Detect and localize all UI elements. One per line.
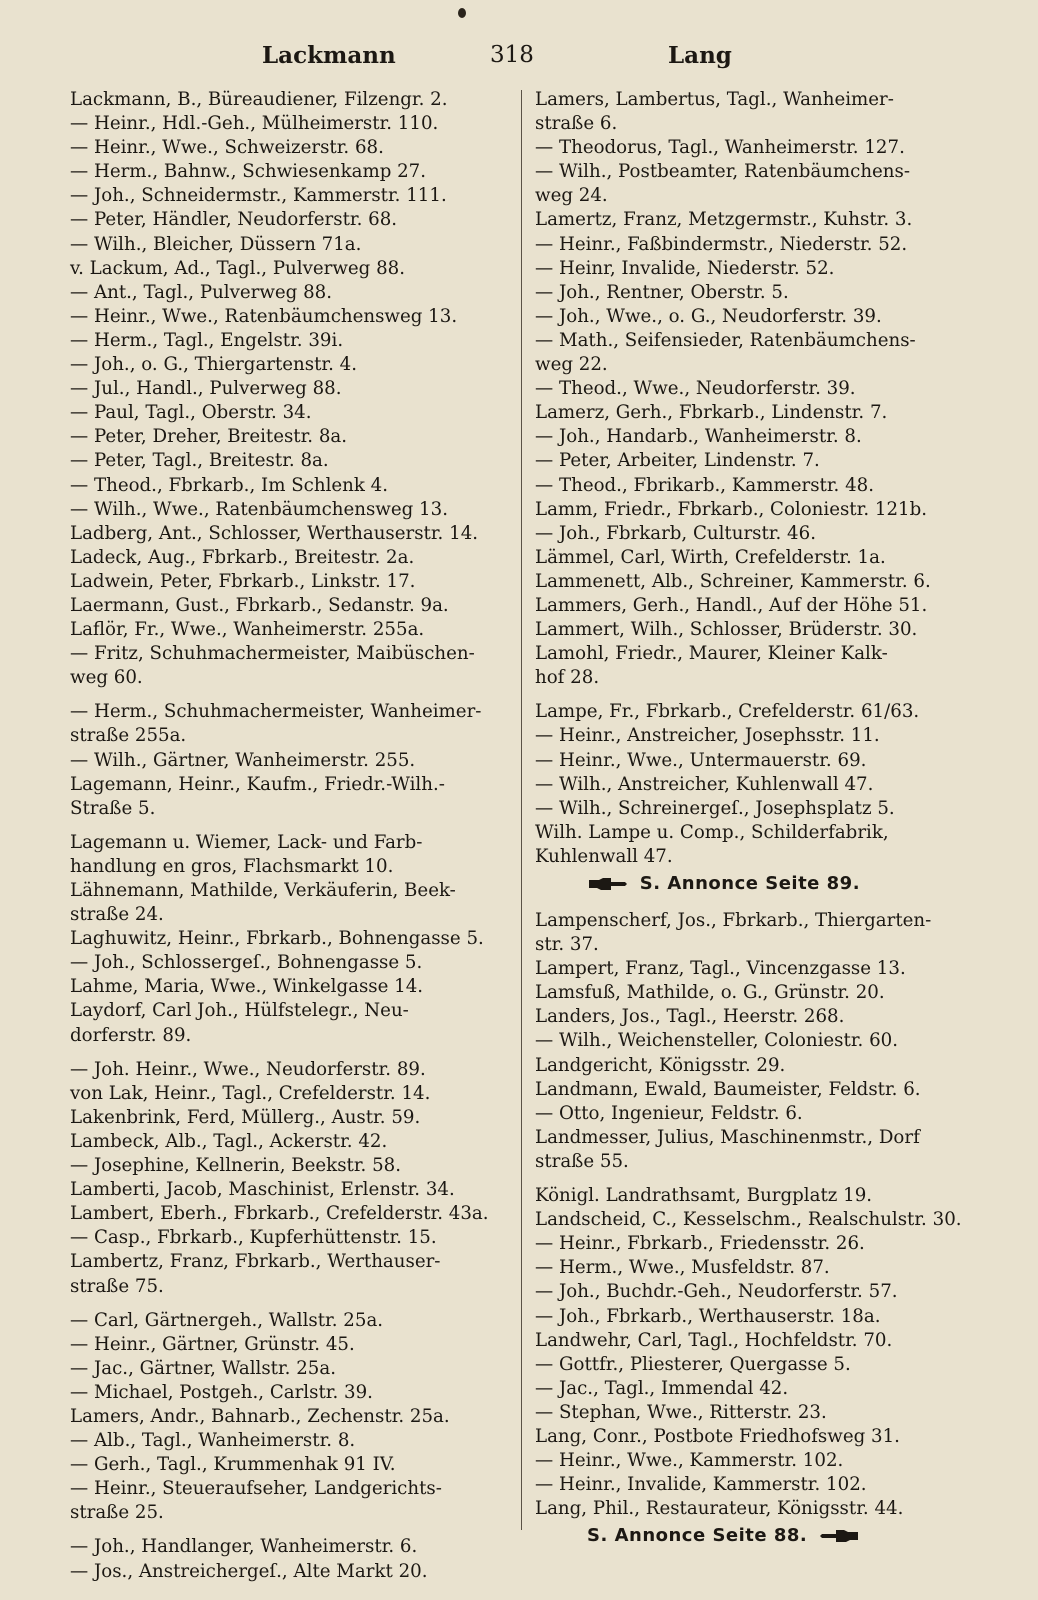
directory-entry-line: Lampenscherf, Jos., Fbrkarb., Thiergarten- [535, 910, 932, 931]
directory-entry-line: Lakenbrink, Ferd, Müllerg., Austr. 59. [70, 1106, 421, 1128]
directory-entry-line: Landmann, Ewald, Baumeister, Feldstr. 6. [535, 1078, 921, 1100]
annonce-2: S. Annonce Seite 88. [587, 1525, 808, 1547]
directory-entry-line: — Heinr., Gärtner, Grünstr. 45. [70, 1333, 355, 1355]
directory-entry-line: handlung en gros, Flachsmarkt 10. [70, 855, 394, 877]
directory-entry-line: — Otto, Ingenieur, Feldstr. 6. [535, 1102, 803, 1124]
directory-entry-line: — Wilh., Weichensteller, Coloniestr. 60. [535, 1030, 899, 1052]
directory-entry-line: Landers, Jos., Tagl., Heerstr. 268. [535, 1006, 845, 1028]
directory-entry-line: Lamerz, Gerh., Fbrkarb., Lindenstr. 7. [535, 402, 888, 424]
directory-entry-line: Lamohl, Friedr., Maurer, Kleiner Kalk- [535, 643, 888, 665]
directory-entry-line: dorferstr. 89. [70, 1024, 192, 1046]
directory-entry-line: Lang, Conr., Postbote Friedhofsweg 31. [535, 1425, 900, 1447]
directory-entry-line: — Joh., Handlanger, Wanheimerstr. 6. [70, 1536, 418, 1558]
directory-entry-line: — Heinr., Fbrkarb., Friedensstr. 26. [535, 1233, 865, 1255]
directory-entry-line: — Wilh., Schreinergeſ., Josephsplatz 5. [535, 797, 895, 819]
directory-entry-line: — Heinr., Faßbindermstr., Niederstr. 52. [535, 233, 908, 255]
directory-entry-line: Wilh. Lampe u. Comp., Schilderfabrik, [535, 821, 889, 843]
directory-entry-line: Lambert, Eberh., Fbrkarb., Crefelderstr. 43a. [70, 1203, 489, 1225]
directory-entry-line: Lang, Phil., Restaurateur, Königsstr. 44. [535, 1498, 904, 1520]
directory-entry-line: — Joh., Schlossergeſ., Bohnengasse 5. [70, 952, 423, 974]
directory-entry-line: Lahme, Maria, Wwe., Winkelgasse 14. [70, 976, 424, 998]
directory-entry-line: — Joh., Fbrkarb., Werthauserstr. 18a. [535, 1305, 881, 1327]
directory-entry-line: — Peter, Dreher, Breitestr. 8a. [70, 426, 348, 448]
pointing-hand-right-icon [589, 877, 627, 891]
directory-entry-line: — Herm., Bahnw., Schwiesenkamp 27. [70, 161, 427, 183]
directory-entry-line: Lamers, Andr., Bahnarb., Zechenstr. 25a. [70, 1405, 450, 1427]
spacer [70, 1299, 510, 1309]
directory-entry-line: hof 28. [535, 667, 600, 689]
directory-entry-line: — Heinr., Wwe., Schweizerstr. 68. [70, 137, 384, 159]
directory-entry-line: Lähnemann, Mathilde, Verkäuferin, Beek- [70, 880, 456, 901]
directory-entry-line: Lambertz, Franz, Fbrkarb., Werthauser- [70, 1251, 441, 1273]
directory-entry-line: Lamm, Friedr., Fbrkarb., Coloniestr. 121b. [535, 498, 928, 520]
directory-entry-line: — Heinr., Hdl.-Geh., Mülheimerstr. 110. [70, 113, 439, 135]
directory-entry-line: straße 6. [535, 113, 618, 135]
directory-entry-line: — Theod., Fbrkarb., Im Schlenk 4. [70, 474, 389, 496]
directory-entry-line: — Stephan, Wwe., Ritterstr. 23. [535, 1401, 827, 1423]
directory-entry-line: — Wilh., Wwe., Ratenbäumchensweg 13. [70, 498, 448, 520]
spacer [70, 690, 510, 700]
directory-entry-line: — Jul., Handl., Pulverweg 88. [70, 378, 342, 400]
header-left-word: Lackmann [262, 42, 396, 69]
directory-entry-line: — Wilh., Postbeamter, Ratenbäumchens- [535, 161, 910, 183]
directory-entry-line: — Peter, Arbeiter, Lindenstr. 7. [535, 450, 820, 472]
directory-entry-line: — Peter, Tagl., Breitestr. 8a. [70, 450, 329, 472]
directory-entry-line: — Math., Seifensieder, Ratenbäumchens- [535, 329, 916, 351]
directory-entry-line: — Heinr, Invalide, Niederstr. 52. [535, 257, 835, 279]
directory-entry-line: — Jac., Gärtner, Wallstr. 25a. [70, 1357, 336, 1379]
directory-entry-line: — Theod., Fbrikarb., Kammerstr. 48. [535, 474, 875, 496]
ink-speck [458, 8, 466, 18]
header-right-word: Lang [668, 42, 732, 69]
directory-entry-line: Ladeck, Aug., Fbrkarb., Breitestr. 2a. [70, 546, 415, 568]
directory-entry-line: Lampert, Franz, Tagl., Vincenzgasse 13. [535, 958, 906, 980]
annonce-1: S. Annonce Seite 89. [639, 873, 861, 894]
directory-entry-line: — Paul, Tagl., Oberstr. 34. [70, 402, 312, 424]
directory-entry-line: — Peter, Händler, Neudorferstr. 68. [70, 209, 398, 231]
directory-entry-line: — Heinr., Wwe., Untermauerstr. 69. [535, 749, 867, 771]
spacer [70, 821, 510, 831]
directory-entry-line: Ladberg, Ant., Schlosser, Werthauserstr. 14. [70, 522, 479, 544]
directory-entry-line: — Gerh., Tagl., Krummenhak 91 IV. [70, 1454, 396, 1476]
directory-entry-line: — Casp., Fbrkarb., Kupferhüttenstr. 15. [70, 1227, 437, 1249]
directory-entry-line: Lagemann, Heinr., Kaufm., Friedr.-Wilh.- [70, 773, 445, 795]
directory-entry-line: Lamers, Lambertus, Tagl., Wanheimer- [535, 89, 894, 110]
pointing-hand-left-icon [820, 1529, 858, 1543]
directory-entry-line: von Lak, Heinr., Tagl., Crefelderstr. 14. [70, 1082, 431, 1104]
directory-entry-line: — Joh., Wwe., o. G., Neudorferstr. 39. [535, 305, 882, 327]
directory-entry-line: Laghuwitz, Heinr., Fbrkarb., Bohnengasse 5. [70, 928, 484, 950]
directory-entry-line: Lamberti, Jacob, Maschinist, Erlenstr. 34. [70, 1179, 455, 1201]
directory-entry-line: — Joh., o. G., Thiergartenstr. 4. [70, 354, 358, 376]
spacer [535, 899, 975, 909]
directory-entry-line: Lackmann, B., Büreaudiener, Filzengr. 2. [70, 89, 448, 110]
annonce-box-2 [535, 1521, 975, 1551]
directory-entry-line: weg 24. [535, 185, 608, 207]
directory-entry-line: — Heinr., Invalide, Kammerstr. 102. [535, 1474, 867, 1496]
directory-entry-line: straße 25. [70, 1502, 164, 1524]
directory-entry-line: Lämmel, Carl, Wirth, Crefelderstr. 1a. [535, 546, 886, 568]
directory-entry-line: Lamertz, Franz, Metzgermstr., Kuhstr. 3. [535, 209, 913, 231]
directory-entry-line: Königl. Landrathsamt, Burgplatz 19. [535, 1185, 873, 1207]
directory-entry-line: — Joh., Fbrkarb, Culturstr. 46. [535, 522, 816, 544]
directory-entry-line: straße 75. [70, 1275, 164, 1297]
directory-entry-line: Laydorf, Carl Joh., Hülfstelegr., Neu- [70, 1000, 409, 1022]
directory-entry-line: weg 22. [535, 354, 608, 376]
directory-entry-line: — Ant., Tagl., Pulverweg 88. [70, 281, 333, 303]
directory-entry-line: Kuhlenwall 47. [535, 845, 673, 867]
directory-entry-line: Lamsfuß, Mathilde, o. G., Grünstr. 20. [535, 982, 885, 1004]
directory-entry-line: Laermann, Gust., Fbrkarb., Sedanstr. 9a. [70, 594, 449, 616]
annonce-box-1 [535, 869, 975, 899]
directory-entry-line: — Theod., Wwe., Neudorferstr. 39. [535, 378, 856, 400]
directory-entry-line: — Michael, Postgeh., Carlstr. 39. [70, 1381, 373, 1403]
directory-entry-line: Lammers, Gerh., Handl., Auf der Höhe 51. [535, 594, 928, 616]
directory-entry-line: — Jos., Anstreichergeſ., Alte Markt 20. [70, 1560, 428, 1582]
right-column-bottom [535, 909, 975, 1521]
directory-entry-line: — Gottfr., Pliesterer, Quergasse 5. [535, 1353, 851, 1375]
directory-entry-line: — Heinr., Wwe., Ratenbäumchensweg 13. [70, 305, 458, 327]
directory-entry-line: — Alb., Tagl., Wanheimerstr. 8. [70, 1430, 356, 1452]
directory-entry-line: — Heinr., Anstreicher, Josephsstr. 11. [535, 725, 880, 747]
directory-entry-line: Ladwein, Peter, Fbrkarb., Linkstr. 17. [70, 570, 416, 592]
directory-entry-line: Laflör, Fr., Wwe., Wanheimerstr. 255a. [70, 619, 425, 641]
directory-entry-line: — Herm., Tagl., Engelstr. 39i. [70, 329, 344, 351]
spacer [535, 1174, 975, 1184]
directory-entry-line: str. 37. [535, 934, 599, 956]
column-divider [521, 90, 522, 1530]
directory-entry-line: — Joh., Handarb., Wanheimerstr. 8. [535, 426, 862, 448]
right-column [535, 88, 975, 1551]
directory-entry-line: Lambeck, Alb., Tagl., Ackerstr. 42. [70, 1130, 388, 1152]
page-number: 318 [490, 42, 534, 68]
page-header [0, 42, 1038, 82]
right-column-top [535, 88, 975, 869]
directory-entry-line: Lampe, Fr., Fbrkarb., Crefelderstr. 61/63. [535, 701, 920, 723]
directory-entry-line: — Josephine, Kellnerin, Beekstr. 58. [70, 1155, 402, 1177]
directory-entry-line: — Herm., Schuhmachermeister, Wanheimer- [70, 701, 482, 723]
directory-entry-line: — Carl, Gärtnergeh., Wallstr. 25a. [70, 1309, 384, 1331]
directory-entry-line: Lammenett, Alb., Schreiner, Kammerstr. 6. [535, 570, 931, 592]
directory-entry-line: — Herm., Wwe., Musfeldstr. 87. [535, 1257, 830, 1279]
directory-entry-line: — Wilh., Gärtner, Wanheimerstr. 255. [70, 749, 416, 771]
directory-entry-line: Straße 5. [70, 797, 156, 819]
spacer [70, 1048, 510, 1058]
spacer [535, 690, 975, 700]
directory-entry-line: Landwehr, Carl, Tagl., Hochfeldstr. 70. [535, 1329, 893, 1351]
directory-entry-line: — Wilh., Anstreicher, Kuhlenwall 47. [535, 773, 874, 795]
directory-entry-line: — Theodorus, Tagl., Wanheimerstr. 127. [535, 137, 905, 159]
directory-entry-line: weg 60. [70, 667, 143, 689]
directory-entry-line: straße 55. [535, 1150, 629, 1172]
directory-entry-line: — Fritz, Schuhmachermeister, Maibüschen- [70, 643, 475, 665]
directory-entry-line: straße 255a. [70, 725, 187, 747]
directory-entry-line: Landscheid, C., Kesselschm., Realschulstr. 30. [535, 1209, 962, 1231]
directory-entry-line: Lammert, Wilh., Schlosser, Brüderstr. 30. [535, 619, 918, 641]
directory-entry-line: — Joh., Schneidermstr., Kammerstr. 111. [70, 185, 447, 207]
directory-entry-line: Lagemann u. Wiemer, Lack- und Farb- [70, 831, 423, 853]
directory-entry-line: — Heinr., Steueraufseher, Landgerichts- [70, 1478, 442, 1500]
directory-entry-line: — Joh. Heinr., Wwe., Neudorferstr. 89. [70, 1058, 426, 1080]
directory-entry-line: — Jac., Tagl., Immendal 42. [535, 1377, 789, 1399]
directory-entry-line: — Wilh., Bleicher, Düssern 71a. [70, 233, 362, 255]
directory-entry-line: Landgericht, Königsstr. 29. [535, 1054, 786, 1076]
directory-entry-line: straße 24. [70, 904, 164, 926]
directory-entry-line: v. Lackum, Ad., Tagl., Pulverweg 88. [70, 257, 405, 279]
directory-entry-line: — Joh., Rentner, Oberstr. 5. [535, 281, 789, 303]
spacer [70, 1525, 510, 1535]
left-column [70, 88, 510, 1584]
directory-entry-line: — Heinr., Wwe., Kammerstr. 102. [535, 1450, 844, 1472]
directory-entry-line: — Joh., Buchdr.-Geh., Neudorferstr. 57. [535, 1281, 898, 1303]
directory-entry-line: Landmesser, Julius, Maschinenmstr., Dorf [535, 1126, 920, 1148]
